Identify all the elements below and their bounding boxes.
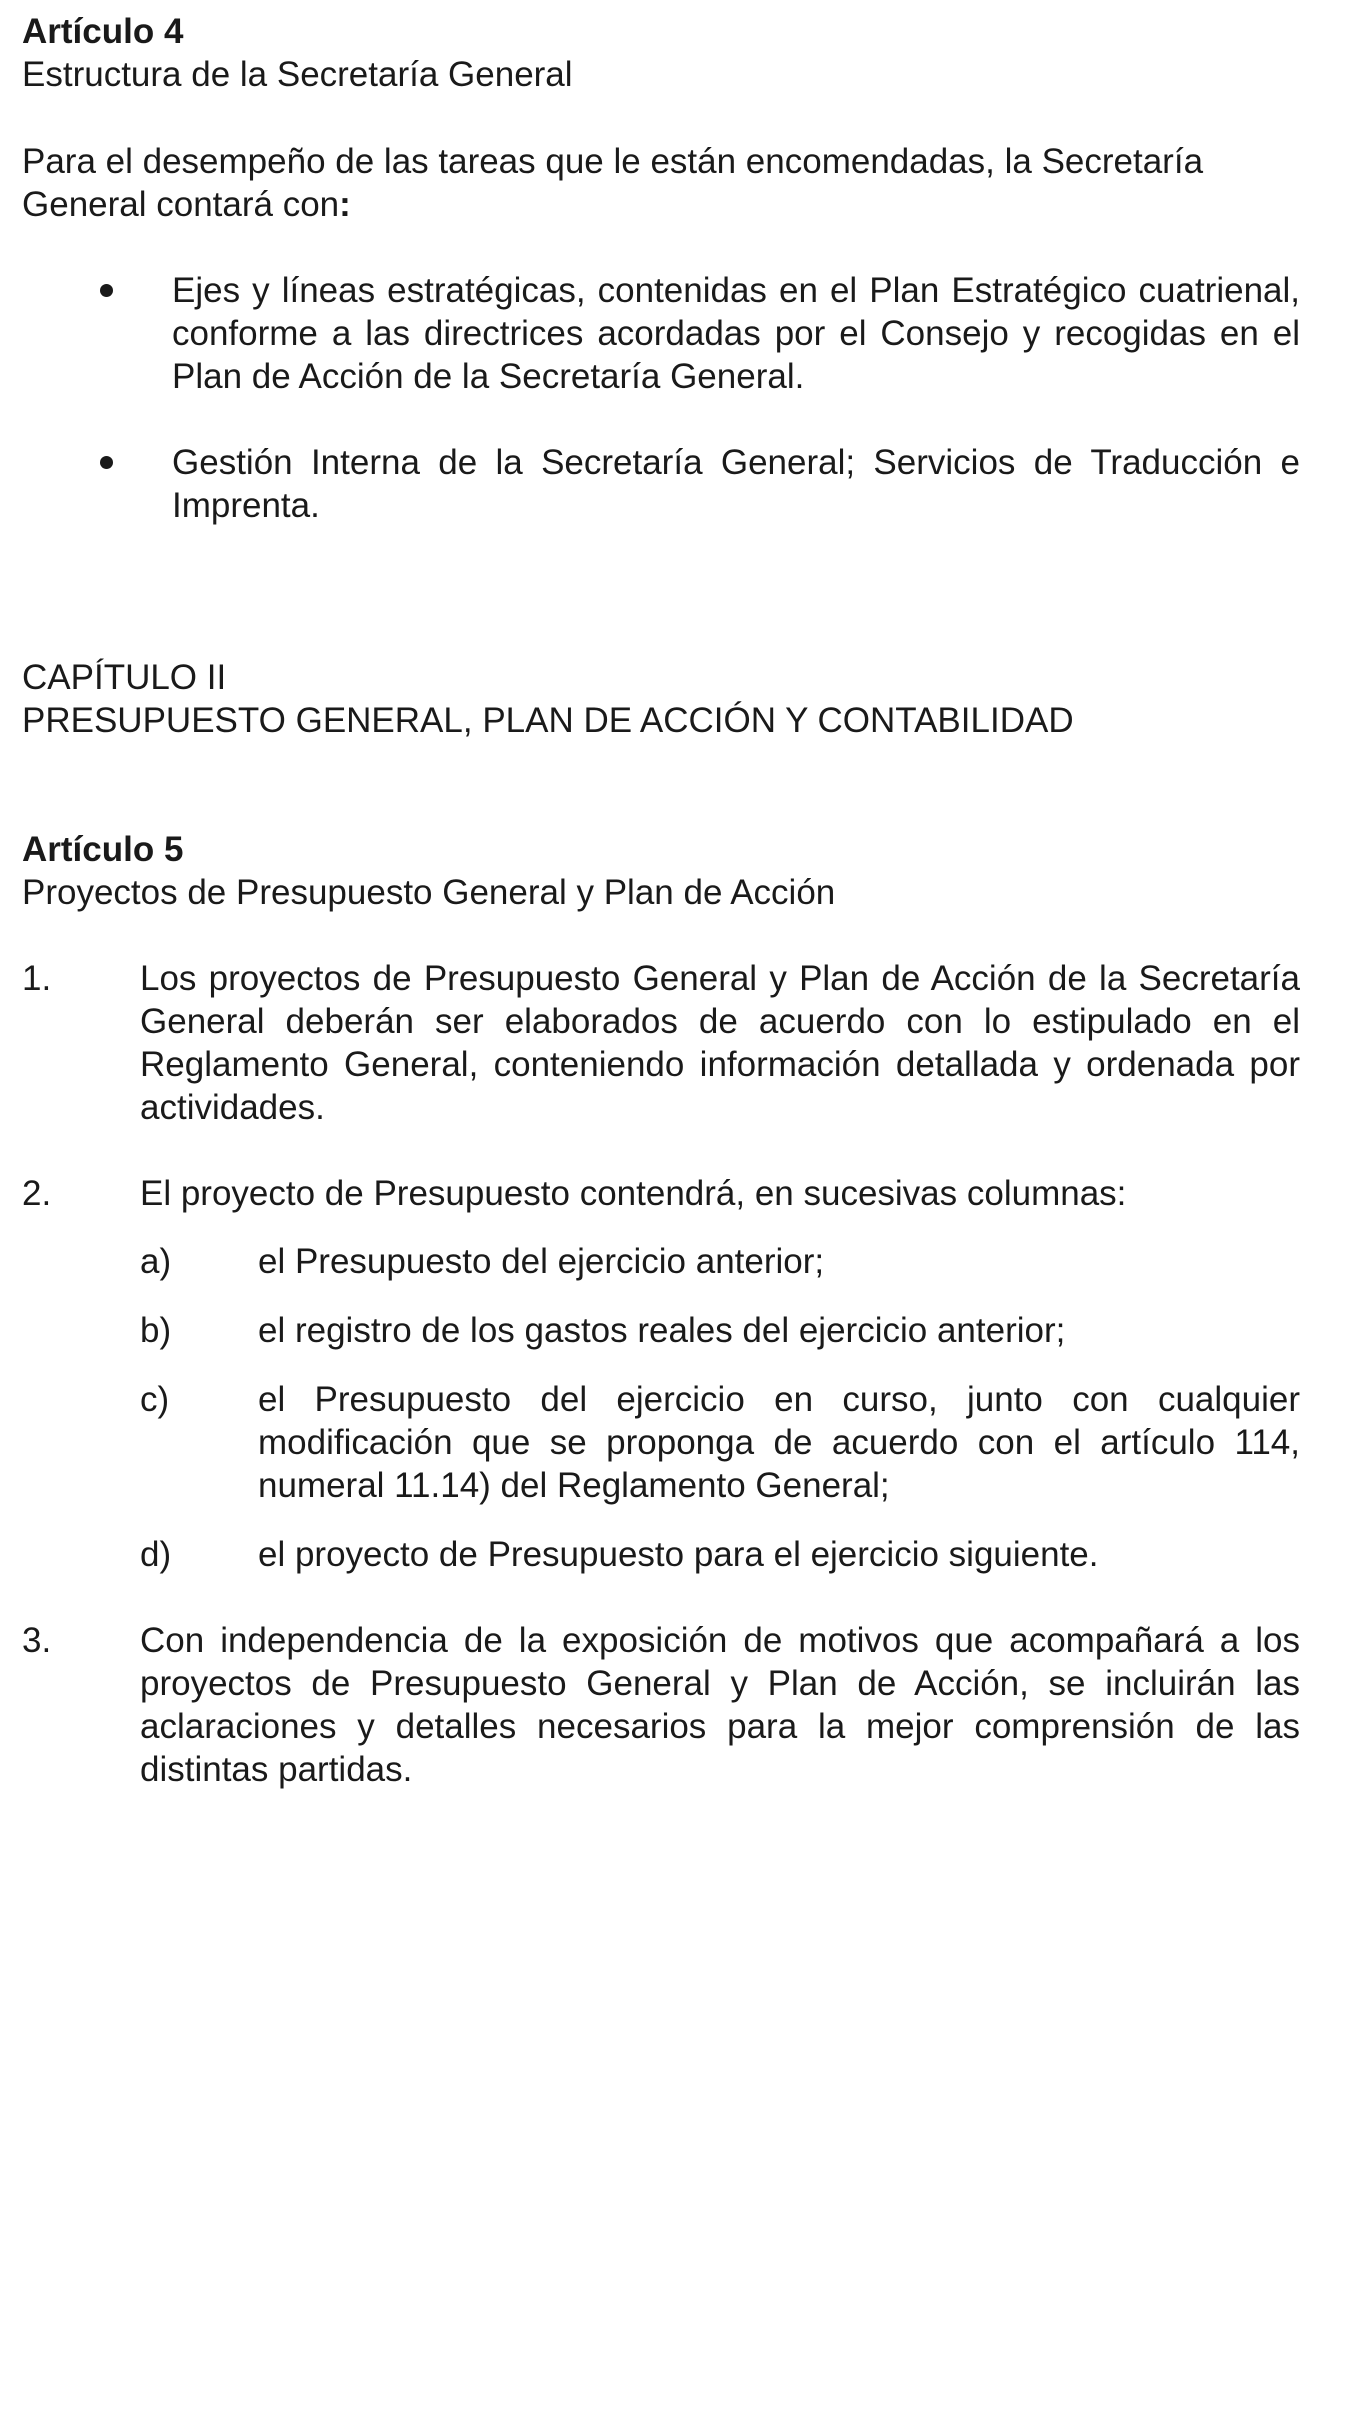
sub-item-a: [140, 1240, 1300, 1283]
numbered-item-marker: 2.: [22, 1174, 52, 1213]
numbered-item-text: Los proyectos de Presupuesto General y Plan de Acción de la Secretaría General deberán ser elaborados de acuerdo con lo estipulado en el Reglamento General, conteniendo información detallada y ordenada por actividades.: [140, 959, 1300, 1127]
numbered-item-text: Con independencia de la exposición de motivos que acompañará a los proyectos de Presupuesto General y Plan de Acción, se incluirán las aclaraciones y detalles necesarios para la mejor comprensión de las distintas partidas.: [140, 1621, 1300, 1789]
sub-item-text: el registro de los gastos reales del ejercicio anterior;: [258, 1311, 1066, 1350]
chapter-label: CAPÍTULO II: [22, 658, 227, 697]
article-5-heading: Artículo 5: [22, 830, 184, 869]
article-4-bullet-list: [22, 269, 1300, 527]
article-5-subtitle: Proyectos de Presupuesto General y Plan de Acción: [22, 873, 836, 912]
numbered-item-2: [22, 1172, 1300, 1576]
numbered-item-3: [22, 1619, 1300, 1791]
article-4-subtitle: Estructura de la Secretaría General: [22, 55, 573, 94]
sub-item-text: el Presupuesto del ejercicio anterior;: [258, 1242, 825, 1281]
sub-item-marker: b): [140, 1311, 172, 1350]
bullet-item-text: Ejes y líneas estratégicas, contenidas en el Plan Estratégico cuatrienal, conforme a las directrices acordadas por el Consejo y recogidas en el Plan de Acción de la Secretaría General.: [172, 271, 1300, 396]
sub-item-c: [140, 1378, 1300, 1507]
numbered-item-marker: 1.: [22, 959, 52, 998]
article-4-intro: [22, 140, 1300, 226]
sub-item-marker: d): [140, 1535, 172, 1574]
bullet-icon: [100, 456, 113, 469]
article-4-intro-text: Para el desempeño de las tareas que le están encomendadas, la Secretaría General contará con: [22, 142, 1204, 224]
chapter-title: PRESUPUESTO GENERAL, PLAN DE ACCIÓN Y CONTABILIDAD: [22, 701, 1074, 740]
bullet-item-text: Gestión Interna de la Secretaría General; Servicios de Traducción e Imprenta.: [172, 443, 1300, 525]
sub-item-list: [140, 1240, 1300, 1576]
sub-item-text: el Presupuesto del ejercicio en curso, junto con cualquier modificación que se proponga de acuerdo con el artículo 114, numeral 11.14) del Reglamento General;: [258, 1380, 1300, 1505]
sub-item-marker: a): [140, 1242, 172, 1281]
sub-item-d: [140, 1533, 1300, 1576]
numbered-item-1: [22, 957, 1300, 1129]
sub-item-b: [140, 1309, 1300, 1352]
article-4-intro-colon: :: [339, 185, 351, 224]
bullet-item: [22, 269, 1300, 398]
bullet-item: [22, 441, 1300, 527]
sub-item-marker: c): [140, 1380, 170, 1419]
numbered-item-marker: 3.: [22, 1621, 52, 1660]
bullet-icon: [100, 284, 113, 297]
numbered-item-text: El proyecto de Presupuesto contendrá, en sucesivas columnas:: [140, 1174, 1127, 1213]
sub-item-text: el proyecto de Presupuesto para el ejercicio siguiente.: [258, 1535, 1099, 1574]
article-4-heading: Artículo 4: [22, 12, 184, 51]
